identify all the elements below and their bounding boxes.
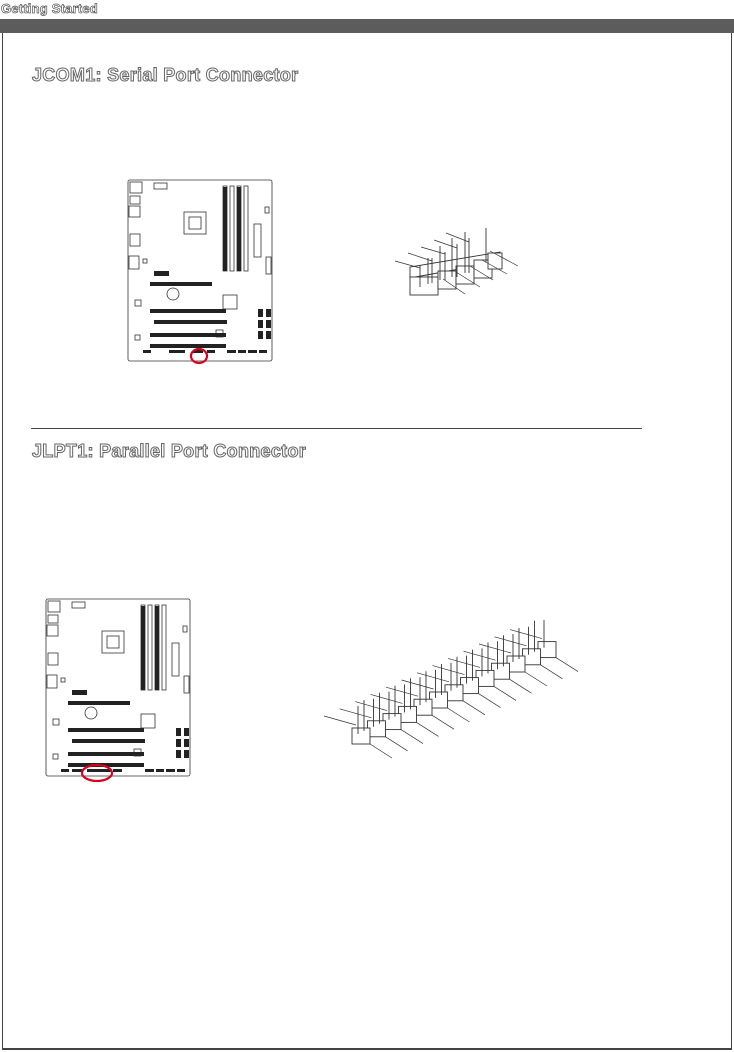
pin-leader-line — [448, 708, 470, 722]
header-bar — [0, 19, 734, 33]
pin-leader-line — [432, 715, 454, 729]
pin-leader-line — [402, 680, 434, 689]
jcom1-pin-header-diagram — [390, 222, 530, 304]
pin-leader-line — [370, 744, 392, 758]
pin-leader-line — [479, 644, 511, 653]
pin-leader-line — [510, 630, 542, 639]
pin-leader-line — [463, 701, 485, 715]
pin-leader-line — [541, 665, 563, 679]
section-title-jlpt1: JLPT1: Parallel Port Connector — [32, 441, 307, 461]
motherboard-diagram-jlpt1 — [45, 598, 191, 784]
section-divider — [31, 428, 642, 429]
page-frame — [2, 33, 732, 1050]
pin-leader-line — [340, 709, 372, 718]
pin-leader-line — [324, 716, 356, 725]
pin-leader-line — [433, 666, 465, 675]
pin-leader-line — [510, 679, 532, 693]
page-header-title: Getting Started — [1, 1, 98, 16]
pin-leader-line — [556, 658, 578, 672]
pin-leader-line — [494, 686, 516, 700]
jlpt1-highlight-circle — [82, 765, 112, 781]
pin-leader-line — [386, 687, 418, 696]
motherboard-diagram-jcom1 — [127, 179, 273, 365]
header-block — [352, 728, 370, 744]
pin-leader-line — [417, 722, 439, 736]
pin-leader-line — [448, 658, 480, 667]
pin-leader-line — [386, 737, 408, 751]
pin-leader-line — [401, 730, 423, 744]
pin-leader-line — [495, 637, 527, 646]
jlpt1-pin-header-diagram — [312, 620, 582, 780]
pin-leader-line — [464, 651, 496, 660]
pin-leader-line — [417, 673, 449, 682]
section-title-jcom1: JCOM1: Serial Port Connector — [32, 65, 299, 85]
pin-leader-line — [479, 694, 501, 708]
pin-leader-line — [371, 694, 403, 703]
pin-leader-line — [355, 702, 387, 711]
pin-leader-line — [525, 672, 547, 686]
